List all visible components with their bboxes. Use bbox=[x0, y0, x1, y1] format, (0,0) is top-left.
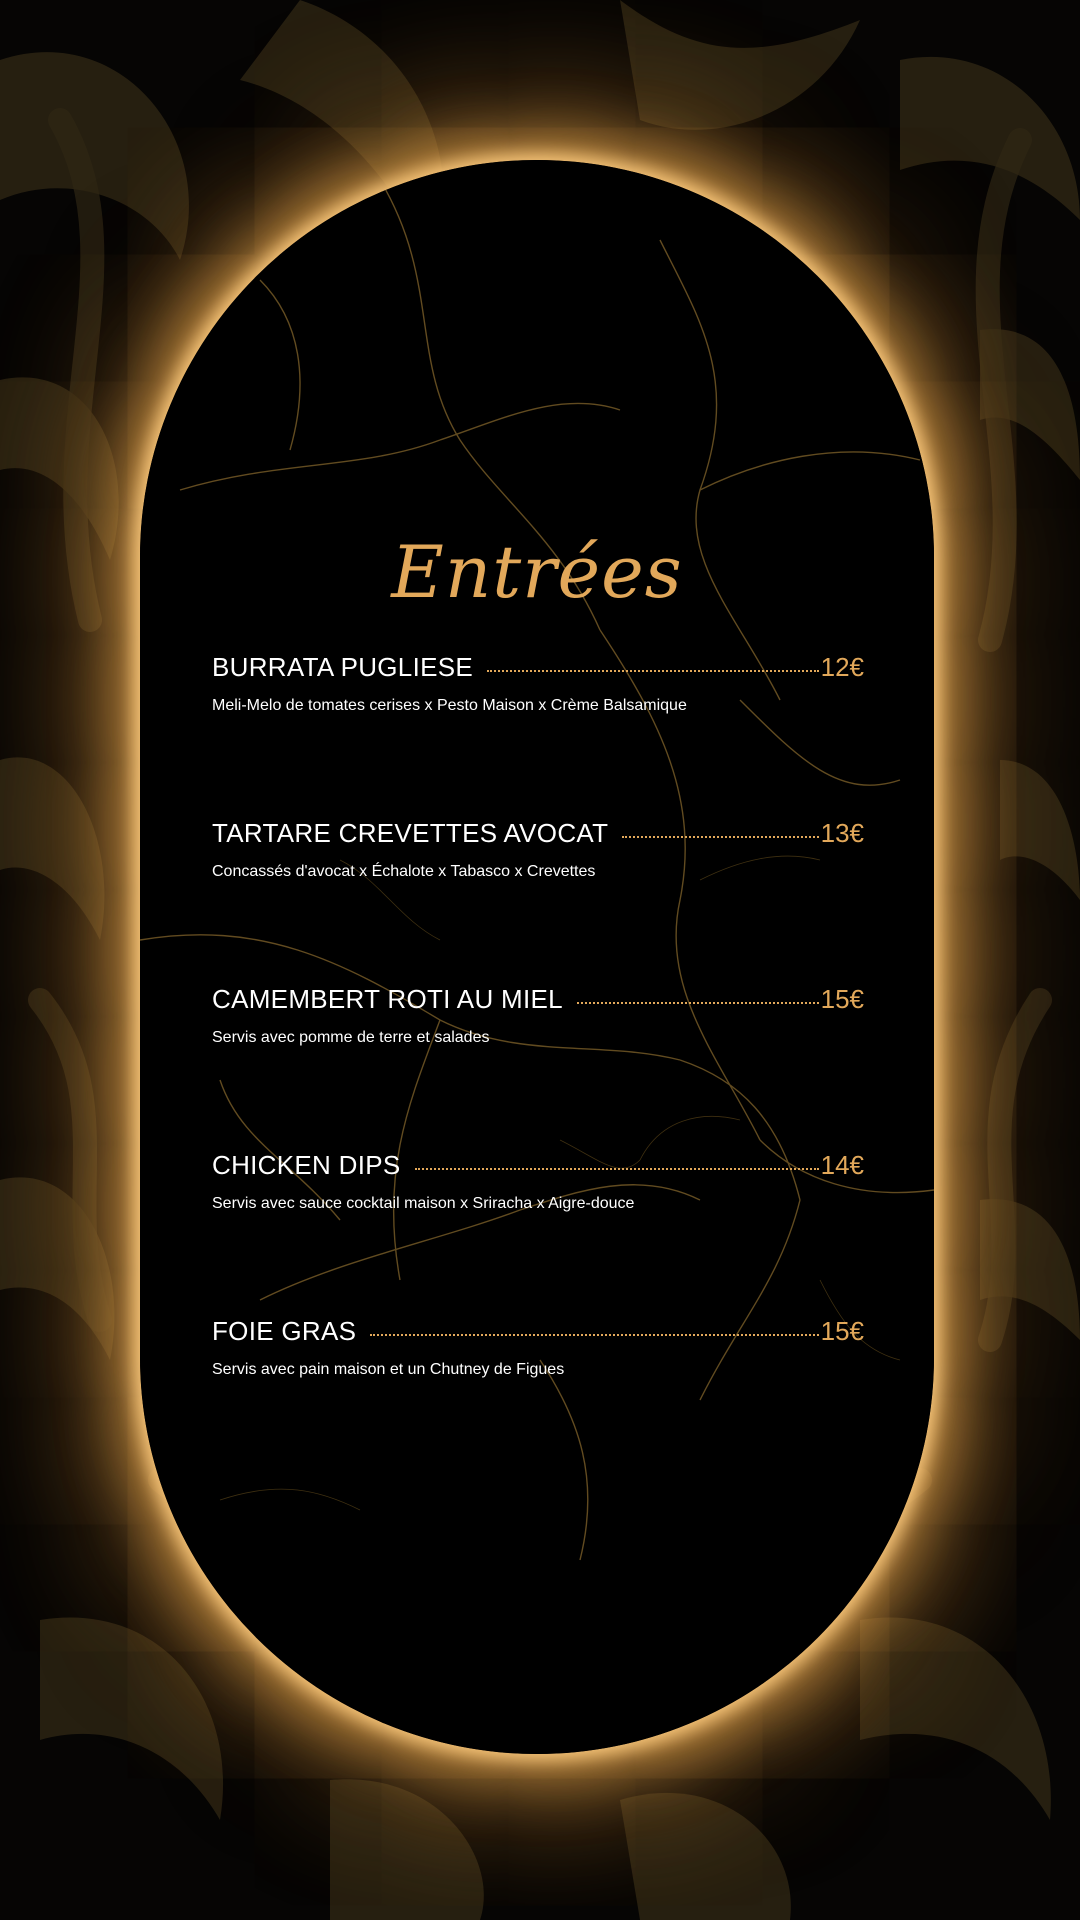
menu-item-price: 14€ bbox=[820, 1150, 864, 1180]
menu-item-price: 15€ bbox=[820, 984, 864, 1014]
menu-section-title: Entrées bbox=[391, 530, 683, 614]
menu-item-name: TARTARE CREVETTES AVOCAT bbox=[212, 818, 609, 848]
menu-item-description: Servis avec pain maison et un Chutney de Figues bbox=[212, 1361, 565, 1378]
dotted-leader bbox=[487, 670, 819, 672]
marble-texture bbox=[140, 160, 934, 1754]
menu-item bbox=[212, 652, 864, 715]
menu-item-name: FOIE GRAS bbox=[212, 1316, 357, 1346]
menu-item-price: 13€ bbox=[820, 818, 864, 848]
dotted-leader bbox=[370, 1334, 818, 1336]
menu-item-description: Meli-Melo de tomates cerises x Pesto Maison x Crème Balsamique bbox=[212, 697, 687, 714]
menu-item-price: 15€ bbox=[820, 1316, 864, 1346]
menu-item bbox=[212, 1316, 864, 1379]
dotted-leader bbox=[622, 836, 818, 838]
menu-item-name: BURRATA PUGLIESE bbox=[212, 652, 474, 682]
dotted-leader bbox=[577, 1002, 819, 1004]
menu-item-description: Servis avec sauce cocktail maison x Sriracha x Aigre-douce bbox=[212, 1195, 635, 1212]
menu-item-name: CAMEMBERT ROTI AU MIEL bbox=[212, 984, 563, 1014]
menu-item-description: Servis avec pomme de terre et salades bbox=[212, 1029, 490, 1046]
dotted-leader bbox=[415, 1168, 819, 1170]
menu-item-name: CHICKEN DIPS bbox=[212, 1150, 401, 1180]
menu-item-price: 12€ bbox=[820, 652, 864, 682]
menu-item bbox=[212, 1150, 864, 1213]
menu-oval-panel bbox=[140, 160, 934, 1754]
menu-item bbox=[212, 818, 864, 881]
menu-item bbox=[212, 984, 864, 1047]
menu-item-description: Concassés d'avocat x Échalote x Tabasco x Crevettes bbox=[212, 863, 596, 880]
